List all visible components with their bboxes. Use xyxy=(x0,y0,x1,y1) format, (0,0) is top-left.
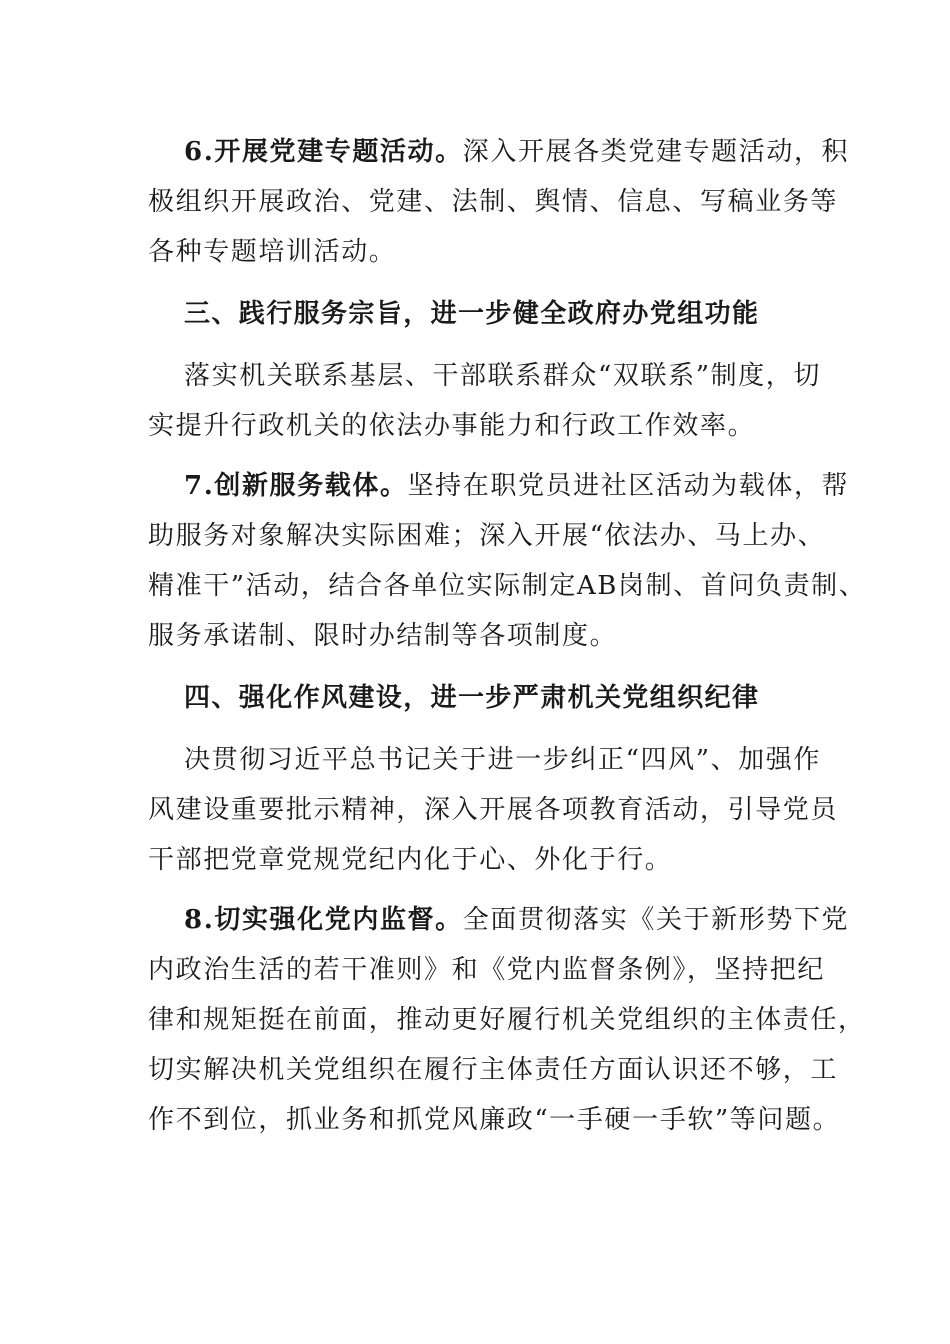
section-6-title: 6.开展党建专题活动。 xyxy=(184,137,463,167)
heading-4: 四、强化作风建设，进一步严肃机关党组织纪律 xyxy=(184,683,760,713)
section-8-text: 全面贯彻落实《关于新形势下党 xyxy=(462,905,850,935)
section-8-line-2: 内政治生活的若干准则》和《党内监督条例》，坚持把纪 xyxy=(148,955,826,985)
section-6-line-2: 极组织开展政治、党建、法制、舆情、信息、写稿业务等 xyxy=(148,187,839,217)
para-4-line-2: 风建设重要批示精神，深入开展各项教育活动，引导党员 xyxy=(148,795,839,825)
section-8-line-3: 律和规矩挺在前面，推动更好履行机关党组织的主体责任， xyxy=(148,1005,866,1035)
para-3-line-1: 落实机关联系基层、干部联系群众“双联系”制度，切 xyxy=(184,361,821,391)
section-6-line-3: 各种专题培训活动。 xyxy=(148,237,397,267)
section-8-line-4: 切实解决机关党组织在履行主体责任方面认识还不够，工 xyxy=(148,1055,839,1085)
section-7-line-1 xyxy=(184,469,849,503)
section-7-text: 坚持在职党员进社区活动为载体，帮 xyxy=(407,471,850,501)
section-7-line-3: 精准干”活动，结合各单位实际制定AB岗制、首问负责制、 xyxy=(148,571,867,601)
section-6-text: 深入开展各类党建专题活动，积 xyxy=(462,137,850,167)
section-8-title: 8.切实强化党内监督。 xyxy=(184,905,463,935)
section-8-line-1 xyxy=(184,903,849,937)
para-4-line-1: 决贯彻习近平总书记关于进一步纠正“四风”、加强作 xyxy=(184,745,821,775)
heading-3: 三、践行服务宗旨，进一步健全政府办党组功能 xyxy=(184,299,760,329)
section-7-line-2: 助服务对象解决实际困难；深入开展“依法办、马上办、 xyxy=(148,521,826,551)
section-8-line-5: 作不到位，抓业务和抓党风廉政“一手硬一手软”等问题。 xyxy=(148,1105,841,1135)
section-7-title: 7.创新服务载体。 xyxy=(184,471,408,501)
para-3-line-2: 实提升行政机关的依法办事能力和行政工作效率。 xyxy=(148,411,756,441)
para-4-line-3: 干部把党章党规党纪内化于心、外化于行。 xyxy=(148,845,673,875)
section-7-line-4: 服务承诺制、限时办结制等各项制度。 xyxy=(148,621,618,651)
section-6-line-1 xyxy=(184,135,849,169)
